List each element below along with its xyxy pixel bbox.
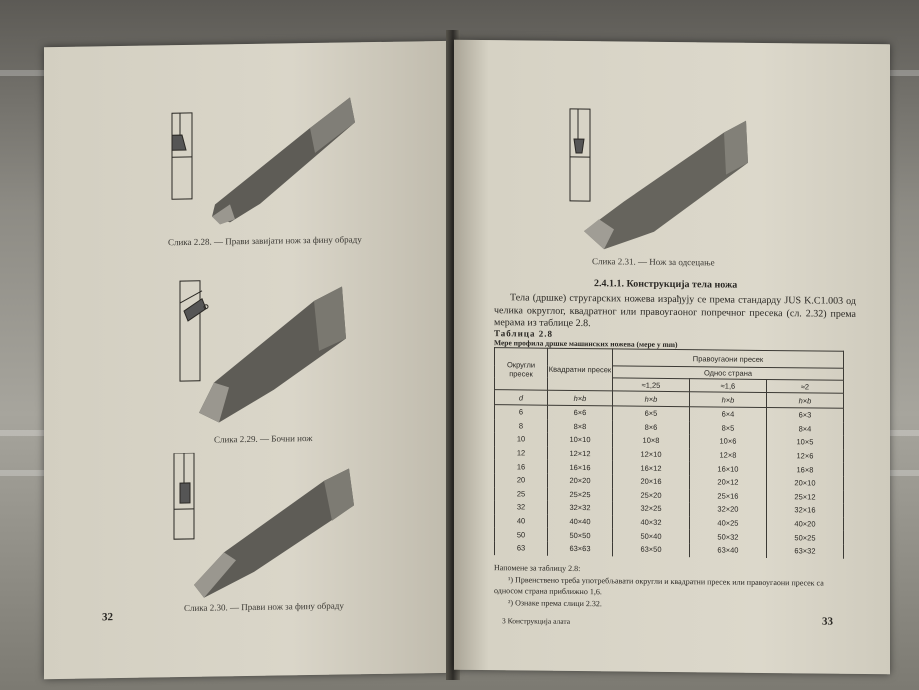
ratio-cell: ≈1,6 — [689, 379, 766, 393]
table-cell: 6×5 — [613, 406, 690, 421]
table-cell: 50×50 — [548, 528, 613, 542]
table-cell: 25×16 — [689, 489, 766, 503]
table-cell: 20×12 — [689, 475, 766, 489]
section-heading: 2.4.1.1. Конструкција тела ножа — [594, 278, 738, 291]
table-cell: 32×16 — [766, 503, 843, 517]
table-cell: 10×6 — [689, 434, 766, 448]
note-2: ²) Ознаке према слици 2.32. — [508, 598, 602, 609]
symbol-cell: h×b — [548, 390, 613, 406]
footer-chapter: 3 Конструкција алата — [502, 616, 571, 626]
notes-heading: Напомене за таблицу 2.8: — [494, 563, 581, 574]
table-cell: 20×10 — [766, 476, 843, 490]
table-title: Таблица 2.8 — [494, 328, 553, 339]
table-cell: 12 — [495, 446, 548, 460]
symbol-cell: h×b — [613, 391, 690, 407]
figure-caption: Слика 2.28. — Прави завијати нож за фину обраду — [168, 234, 362, 248]
ratio-cell: ≈2 — [766, 379, 843, 393]
table-cell: 25×12 — [766, 490, 843, 504]
table-cell: 63×63 — [548, 542, 613, 556]
page-number: 33 — [822, 615, 833, 628]
table-cell: 63×50 — [613, 542, 690, 556]
table-cell: 50 — [495, 527, 548, 541]
table-cell: 16×10 — [689, 462, 766, 476]
table-row — [495, 541, 844, 558]
note-1: ¹) Првенствено треба употребљавати округли и квадратни пресек или правоугаони пресек са односом страна приближно 1,6. — [494, 575, 824, 597]
right-page — [454, 40, 890, 675]
table-cell: 8×6 — [613, 420, 690, 434]
table-cell: 50×40 — [613, 529, 690, 543]
figure-2-30-finishing-tool — [164, 450, 364, 603]
table-cell: 8×8 — [548, 419, 613, 433]
table-cell: 25×25 — [548, 487, 613, 501]
table-cell: 10×5 — [766, 435, 843, 449]
table-cell: 10×8 — [613, 434, 690, 448]
table-cell: 8×5 — [689, 421, 766, 435]
table-cell: 25×20 — [613, 488, 690, 502]
table-cell: 40 — [495, 514, 548, 528]
left-page — [44, 41, 456, 679]
table-cell: 63 — [495, 541, 548, 555]
symbol-cell: d — [495, 390, 548, 406]
ratio-cell: ≈1,25 — [613, 378, 690, 392]
figure-caption: Слика 2.31. — Нож за одсецање — [592, 256, 715, 268]
table-cell: 12×8 — [689, 448, 766, 462]
table-cell: 40×32 — [613, 515, 690, 529]
table-cell: 32×32 — [548, 501, 613, 515]
table-cell: 20×16 — [613, 474, 690, 488]
table-cell: 25 — [495, 487, 548, 501]
table-cell: 16×12 — [613, 461, 690, 475]
body-paragraph: Тела (дршке) стругарских ножева израђују се према стандарду JUS K.C1.003 од челика округлог, квадратног или правоугаоног попречног пресека (сл. 2.32) према мерама из таблице 2.8. — [494, 292, 856, 330]
header-rectangular: Правоугаони пресек — [613, 349, 844, 368]
table-subtitle: Мере профила дршке машинских ножева (мере у mm) — [494, 338, 678, 350]
table-cell: 63×32 — [766, 544, 843, 558]
page-number: 32 — [102, 611, 113, 624]
table-cell: 6×6 — [548, 405, 613, 420]
table-cell: 50×32 — [689, 530, 766, 544]
table-cell: 6 — [495, 405, 548, 420]
figure-2-28-turning-tool — [160, 92, 360, 230]
header-square: Квадратни пресек — [548, 348, 613, 391]
table-cell: 8 — [495, 419, 548, 433]
table-cell: 8×4 — [766, 422, 843, 436]
table-cell: 32×25 — [613, 502, 690, 516]
table-cell: 40×20 — [766, 517, 843, 531]
table-cell: 16×16 — [548, 460, 613, 474]
table-cell: 6×4 — [689, 407, 766, 422]
table-cell: 12×12 — [548, 446, 613, 460]
table-cell: 50×25 — [766, 530, 843, 544]
table-cell: 20×20 — [548, 474, 613, 488]
figure-2-31-parting-tool — [564, 101, 764, 253]
table-cell: 40×40 — [548, 514, 613, 528]
header-ratio: Однос страна — [613, 366, 844, 380]
table-cell: 16×8 — [766, 462, 843, 476]
table-cell: 10×10 — [548, 433, 613, 447]
table-cell: 32×20 — [689, 502, 766, 516]
table-cell: 63×40 — [689, 543, 766, 557]
table-cell: 40×25 — [689, 516, 766, 530]
table-cell: 6×3 — [766, 407, 843, 422]
figure-caption: Слика 2.30. — Прави нож за фину обраду — [184, 600, 344, 614]
table-cell: 16 — [495, 460, 548, 474]
symbol-cell: h×b — [689, 392, 766, 408]
figure-2-29-side-tool — [174, 260, 349, 428]
figure-caption: Слика 2.29. — Бочни нож — [214, 433, 313, 445]
table-cell: 10 — [495, 432, 548, 446]
table-cell: 12×6 — [766, 449, 843, 463]
table-cell: 12×10 — [613, 447, 690, 461]
table-cell: 32 — [495, 500, 548, 514]
table-cell: 20 — [495, 473, 548, 487]
dimensions-table — [494, 347, 844, 558]
symbol-cell: h×b — [766, 392, 843, 408]
header-round: Округли пресек — [495, 348, 548, 391]
